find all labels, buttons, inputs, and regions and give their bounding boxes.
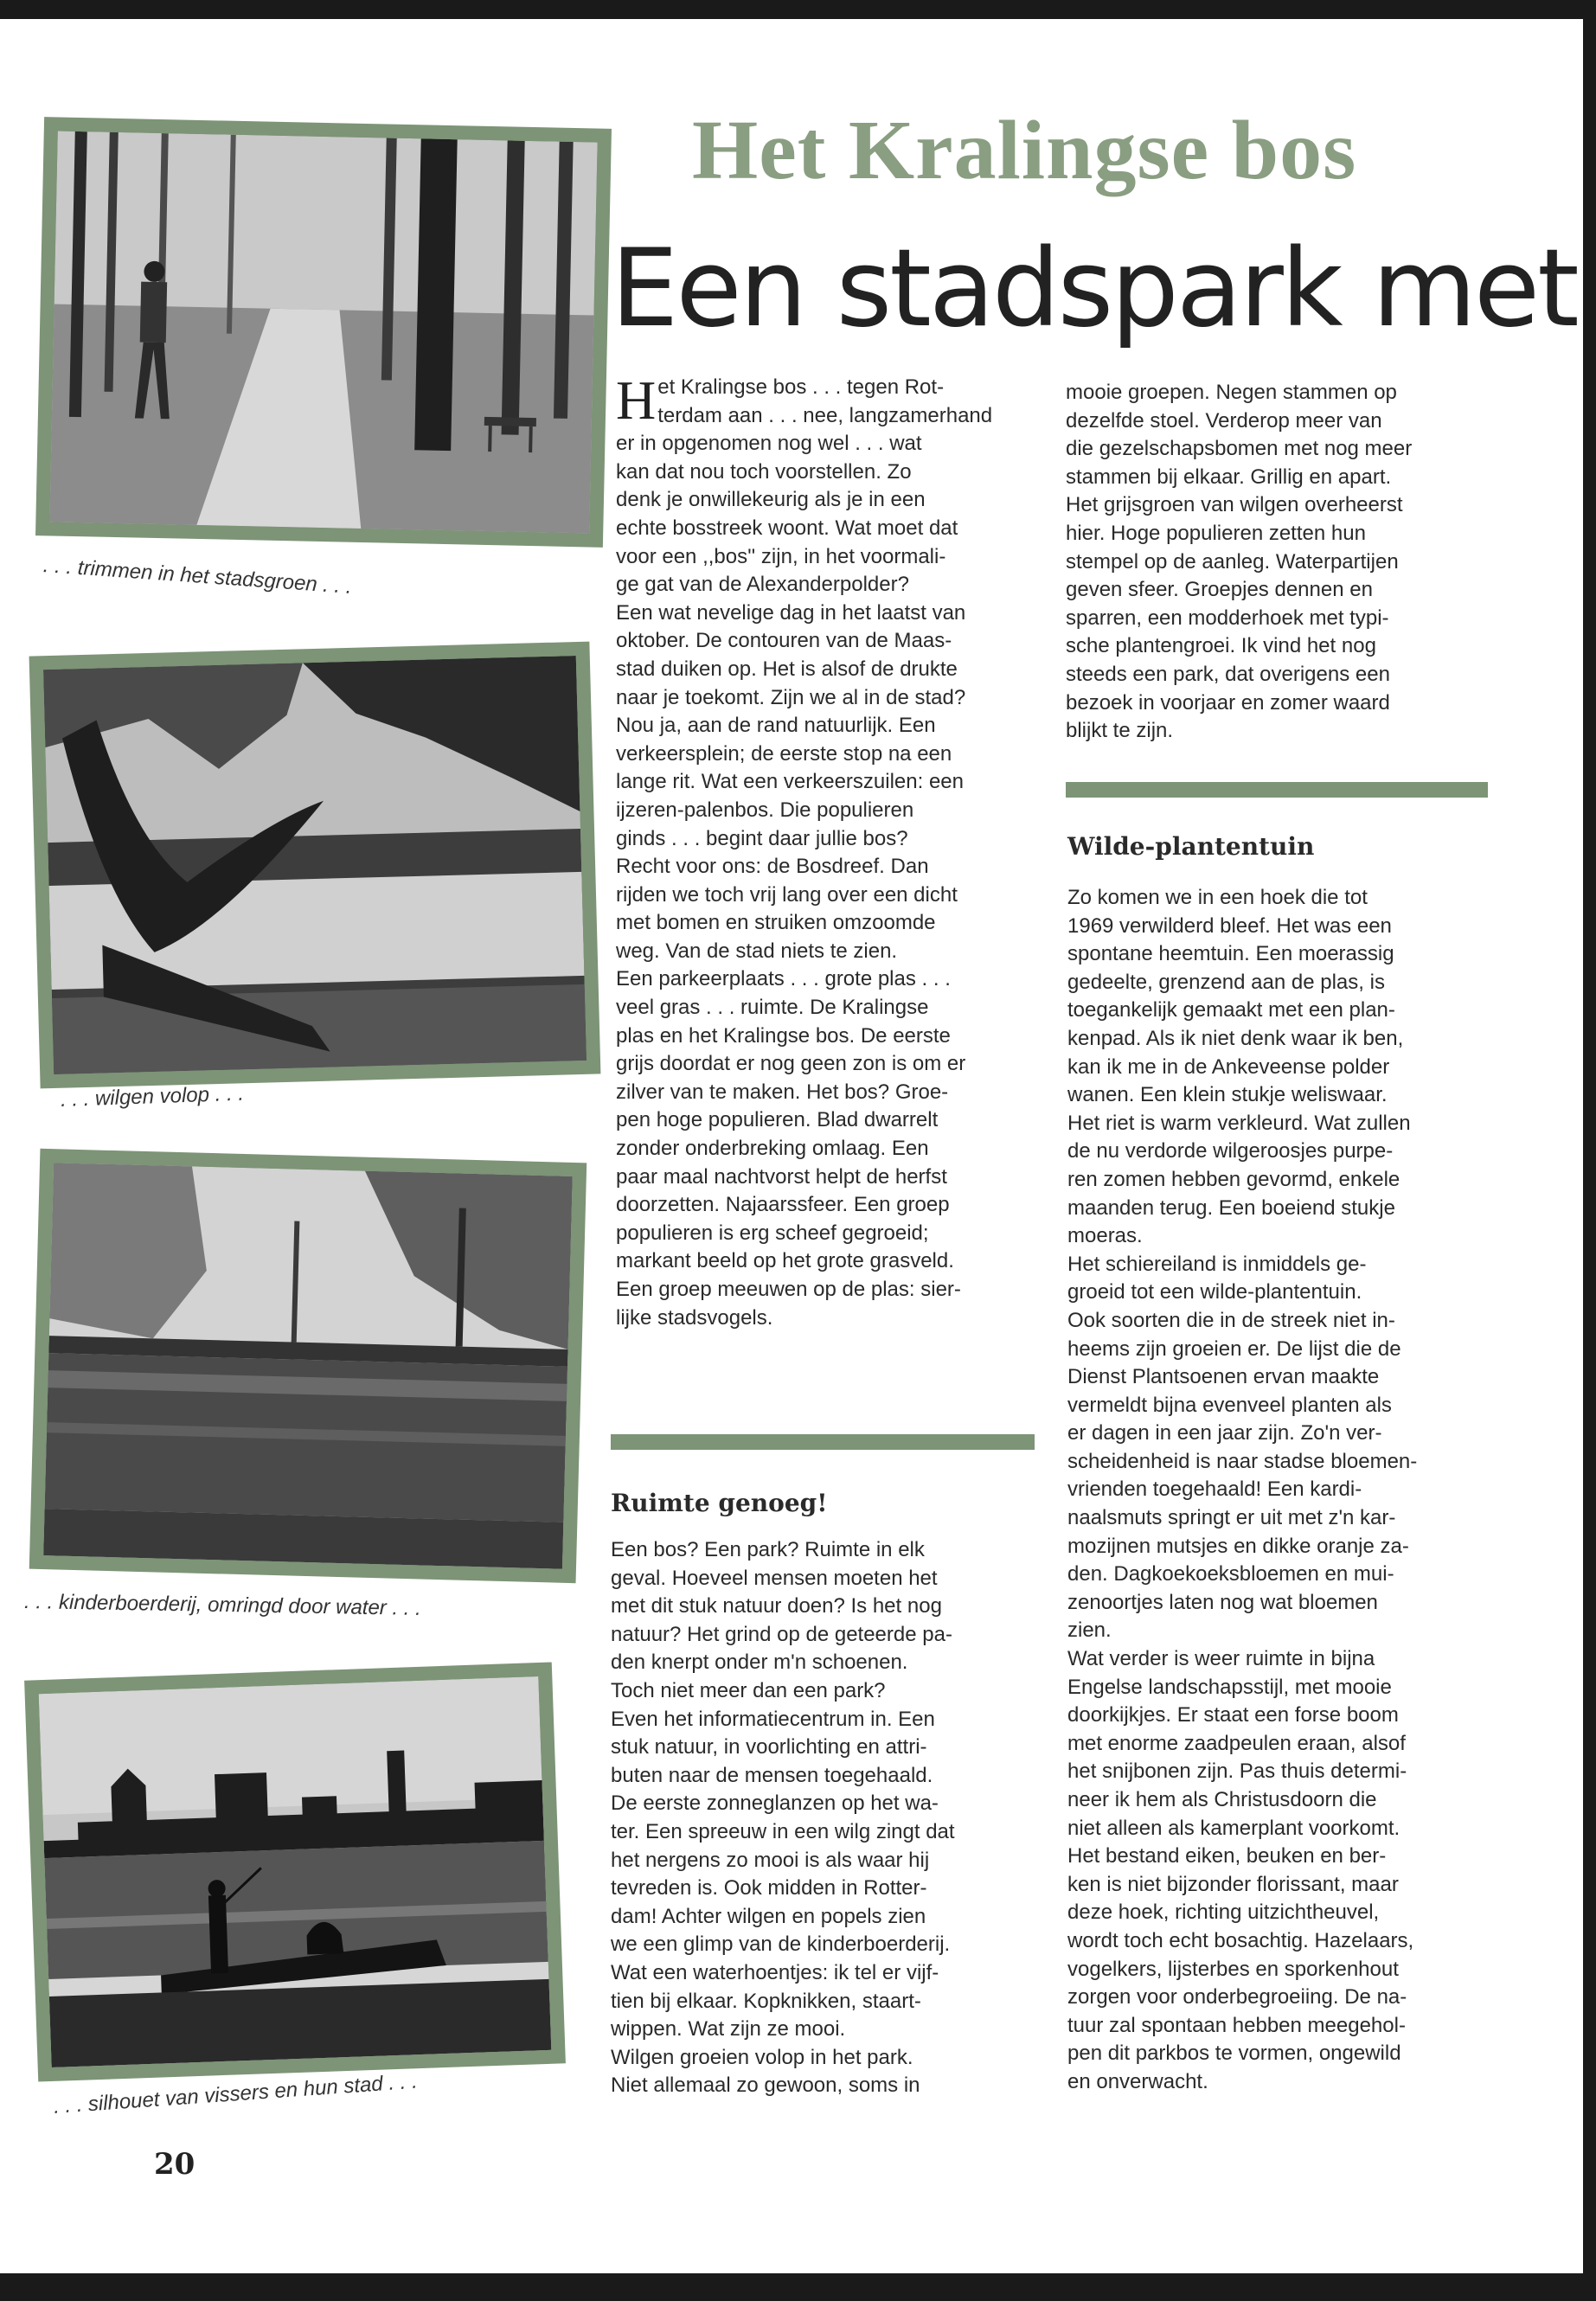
- article-column-3-body: [1067, 884, 1500, 2097]
- intro-paragraph: et Kralingse bos . . . tegen Rot- terdam aan . . . nee, langzamerhand er in opgenomen nog wel . . . wat kan dat nou toch voorstellen. Zo denk je onwillekeurig als je in een echte bosstreek woont. Wat moet dat voor een ,,bos'' zijn, in het voormali- ge gat van de Alexanderpolder? Een wat nevelige dag in het laatst van oktober. De contouren van de Maas- stad duiken op. Het is alsof de drukte naar je toekomt. Zijn we al in de stad? Nou ja, aan de rand natuurlijk. Een verkeersplein; de eerste stop na een lange rit. Wat een verkeerszuilen: een ijzeren-palenbos. Die populieren ginds . . . begint daar jullie bos? Recht voor ons: de Bosdreef. Dan rijden we toch vrij lang over een dicht met bomen en struiken omzoomde weg. Van de stad niets te zien. Een parkeerplaats . . . grote plas . . . veel gras . . . ruimte. De Kralingse plas en het Kralingse bos. De eerste grijs doordat er nog geen zon is om er zilver van te maken. Het bos? Groe- pen hoge populieren. Blad dwarrelt zonder onderbreking omlaag. Een paar maal nachtvorst helpt de herfst doorzetten. Najaarssfeer. Een groep populieren is erg scheef gegroeid; markant beeld op het grote grasveld. Een groep meeuwen op de plas: sier- lijke stadsvogels.: [616, 375, 993, 1330]
- anglers-image: [39, 1676, 552, 2067]
- photo-caption: . . . wilgen volop . . .: [60, 1081, 245, 1112]
- section-heading: Wilde-plantentuin: [1067, 832, 1315, 861]
- willows-image: [43, 656, 586, 1074]
- column-continuation: mooie groepen. Negen stammen op dezelfde stoel. Verderop meer van die gezelschapsbomen met nog meer stammen bij elkaar. Grillig en apart. Het grijsgroen van wilgen overheerst hier. Hoge populieren zetten hun stempel op de aanleg. Waterpartijen geven sfeer. Groepjes dennen en sparren, een modderhoek met typi- sche plantengroei. Ik vind het nog steeds een park, dat overigens een bezoek in voorjaar en zomer waard blijkt te zijn.: [1066, 381, 1413, 743]
- article-column-2: [611, 1536, 1035, 2100]
- section-rule: [611, 1434, 1035, 1450]
- photo-caption: . . . kinderboerderij, omringd door water . . .: [23, 1590, 422, 1621]
- jogger-forest-image: [49, 131, 597, 534]
- page-frame-right: [1583, 0, 1596, 2301]
- page-number: 20: [154, 2147, 195, 2182]
- article-headline: Een stadspark met: [611, 227, 1577, 351]
- section-rule: [1066, 782, 1488, 798]
- section-body: Een bos? Een park? Ruimte in elk geval. Hoeveel mensen moeten het met dit stuk natuur doen? Is het nog natuur? Het grind op de geteerde pa- den knerpt onder m'n schoenen. Toch niet meer dan een park? Even het informatiecentrum in. Een stuk natuur, in voorlichting en attri- buten naar de mensen toegehaald. De eerste zonneglanzen op het wa- ter. Een spreeuw in een wilg zingt dat het nergens zo mooi is als waar hij tevreden is. Ook midden in Rotter- dam! Achter wilgen en popels zien we een glimp van de kinderboerderij. Wat een waterhoentjes: ik tel er vijf- tien bij elkaar. Kopknikken, staart- wippen. Wat zijn ze mooi. Wilgen groeien volop in het park. Niet allemaal zo gewoon, soms in: [611, 1538, 955, 2098]
- drop-cap: H: [616, 369, 657, 431]
- photo-petting-farm: [29, 1149, 587, 1583]
- photo-willows: [29, 642, 601, 1089]
- photo-anglers: [24, 1662, 566, 2081]
- photo-caption: . . . silhouet van vissers en hun stad . . .: [53, 2069, 419, 2118]
- section-body: Zo komen we in een hoek die tot 1969 verwilderd bleef. Het was een spontane heemtuin. Een moerassig gedeelte, grenzend aan de plas, is toegankelijk gemaakt met een plan- kenpad. Als ik niet denk waar ik ben, kan ik me in de Ankeveense polder wanen. Een klein stukje weliswaar. Het riet is warm verkleurd. Wat zullen de nu verdorde wilgeroosjes purpe- ren zomen hebben gevormd, enkele maanden terug. Een boeiend stukje moeras. Het schiereiland is inmiddels ge- groeid tot een wilde-plantentuin. Ook soorten die in de streek niet in- heems zijn groeien er. De lijst die de Dienst Plantsoenen ervan maakte vermeldt bijna evenveel planten als er dagen in een jaar zijn. Zo'n ver- scheidenheid is naar stadse bloemen- vrienden toegehaald! Een kardi- naalsmuts springt er uit met z'n kar- mozijnen mutsjes en dikke oranje za- den. Dagkoekoeksbloemen en mui- zenoortjes laten nog wat bloemen zien. Wat verder is weer ruimte in bijna Engelse landschapsstijl, met mooie doorkijkjes. Er staat een forse boom met enorme zaadpeulen eraan, alsof het snijbonen zijn. Pas thuis determi- neer ik hem als Christusdoorn die niet alleen als kamerplant voorkomt. Het bestand eiken, beuken en ber- ken is niet bijzonder florissant, maar deze hoek, richting uitzichtheuvel, wordt toch echt bosachtig. Hazelaars, vogelkers, lijsterbes en sporkenhout zorgen voor onderbegroeiing. De na- tuur zal spontaan hebben meegehol- pen dit parkbos te vormen, ongewild en onverwacht.: [1067, 886, 1418, 2093]
- section-heading: Ruimte genoeg!: [611, 1489, 828, 1517]
- photo-jogger: [35, 117, 612, 548]
- article-column-1: [616, 369, 1022, 1332]
- page-frame-top: [0, 0, 1596, 19]
- article-column-3: [1066, 379, 1498, 746]
- photo-caption: . . . trimmen in het stadsgroen . . .: [42, 554, 353, 599]
- page-frame-bottom: [0, 2273, 1596, 2301]
- petting-farm-image: [43, 1163, 573, 1569]
- article-kicker: Het Kralingse bos: [692, 104, 1357, 197]
